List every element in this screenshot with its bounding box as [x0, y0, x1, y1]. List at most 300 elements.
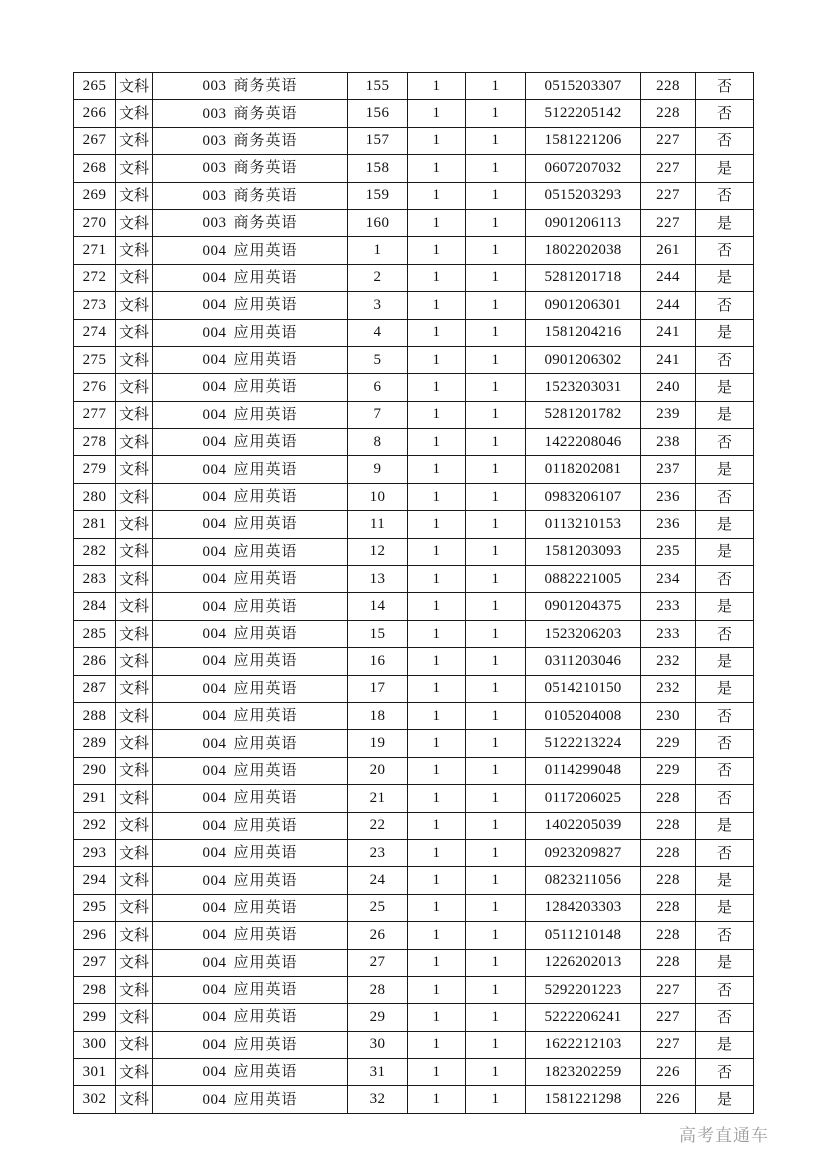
major-name: 应用英语	[233, 897, 298, 916]
cell-major-rank: 159	[348, 182, 408, 209]
cell-value-a: 1	[408, 319, 466, 346]
cell-major	[153, 1059, 348, 1086]
cell-sequence-number: 276	[74, 374, 116, 401]
cell-major	[153, 867, 348, 894]
major-name: 应用英语	[233, 240, 298, 259]
cell-value-a: 1	[408, 593, 466, 620]
table-row	[74, 100, 754, 127]
cell-examinee-id: 0311203046	[526, 648, 641, 675]
cell-value-a: 1	[408, 702, 466, 729]
cell-major-rank: 24	[348, 867, 408, 894]
major-name: 应用英语	[233, 404, 298, 423]
cell-value-a: 1	[408, 73, 466, 100]
cell-value-a: 1	[408, 456, 466, 483]
cell-examinee-id: 5122205142	[526, 100, 641, 127]
cell-major-rank: 17	[348, 675, 408, 702]
cell-adjust-flag: 否	[696, 839, 754, 866]
cell-total-score: 234	[641, 566, 696, 593]
cell-examinee-id: 0515203293	[526, 182, 641, 209]
cell-total-score: 228	[641, 867, 696, 894]
cell-value-a: 1	[408, 566, 466, 593]
cell-adjust-flag: 是	[696, 675, 754, 702]
major-code: 004	[202, 324, 227, 341]
cell-adjust-flag: 是	[696, 155, 754, 182]
table-row	[74, 1086, 754, 1113]
cell-sequence-number: 300	[74, 1031, 116, 1058]
cell-adjust-flag: 是	[696, 511, 754, 538]
cell-adjust-flag: 否	[696, 976, 754, 1003]
cell-subject-category: 文科	[116, 209, 153, 236]
cell-subject-category: 文科	[116, 511, 153, 538]
table-row	[74, 538, 754, 565]
major-code: 004	[202, 1064, 227, 1081]
major-name: 应用英语	[233, 870, 298, 889]
cell-value-a: 1	[408, 1086, 466, 1113]
cell-subject-category: 文科	[116, 812, 153, 839]
major-code: 004	[202, 461, 227, 478]
table-row	[74, 648, 754, 675]
cell-major	[153, 511, 348, 538]
cell-sequence-number: 268	[74, 155, 116, 182]
major-name: 商务英语	[233, 213, 298, 232]
cell-major	[153, 593, 348, 620]
cell-total-score: 227	[641, 209, 696, 236]
cell-examinee-id: 0515203307	[526, 73, 641, 100]
cell-major-rank: 19	[348, 730, 408, 757]
cell-adjust-flag: 否	[696, 620, 754, 647]
table-row	[74, 785, 754, 812]
cell-adjust-flag: 是	[696, 401, 754, 428]
major-name: 应用英语	[233, 843, 298, 862]
cell-value-b: 1	[466, 483, 526, 510]
major-name: 应用英语	[233, 322, 298, 341]
cell-major-rank: 157	[348, 127, 408, 154]
cell-major	[153, 949, 348, 976]
major-code: 003	[202, 132, 227, 149]
cell-total-score: 236	[641, 483, 696, 510]
cell-subject-category: 文科	[116, 538, 153, 565]
cell-examinee-id: 5281201782	[526, 401, 641, 428]
cell-total-score: 244	[641, 292, 696, 319]
table-row	[74, 264, 754, 291]
cell-major	[153, 346, 348, 373]
major-name: 应用英语	[233, 1034, 298, 1053]
cell-major	[153, 702, 348, 729]
cell-total-score: 244	[641, 264, 696, 291]
cell-subject-category: 文科	[116, 73, 153, 100]
table-row	[74, 566, 754, 593]
major-code: 004	[202, 762, 227, 779]
cell-value-a: 1	[408, 949, 466, 976]
major-code: 004	[202, 379, 227, 396]
major-code: 004	[202, 982, 227, 999]
cell-subject-category: 文科	[116, 346, 153, 373]
cell-sequence-number: 299	[74, 1004, 116, 1031]
cell-subject-category: 文科	[116, 839, 153, 866]
cell-subject-category: 文科	[116, 1086, 153, 1113]
cell-major	[153, 922, 348, 949]
cell-adjust-flag: 否	[696, 292, 754, 319]
cell-major	[153, 483, 348, 510]
cell-examinee-id: 1581203093	[526, 538, 641, 565]
cell-adjust-flag: 否	[696, 100, 754, 127]
cell-major	[153, 1086, 348, 1113]
cell-sequence-number: 296	[74, 922, 116, 949]
major-code: 003	[202, 78, 227, 95]
cell-examinee-id: 1802202038	[526, 237, 641, 264]
cell-value-b: 1	[466, 757, 526, 784]
cell-value-b: 1	[466, 209, 526, 236]
cell-major-rank: 155	[348, 73, 408, 100]
cell-adjust-flag: 否	[696, 73, 754, 100]
table-row	[74, 1031, 754, 1058]
cell-examinee-id: 0105204008	[526, 702, 641, 729]
major-code: 004	[202, 1036, 227, 1053]
cell-value-b: 1	[466, 675, 526, 702]
major-name: 应用英语	[233, 267, 298, 286]
cell-total-score: 239	[641, 401, 696, 428]
major-name: 应用英语	[233, 733, 298, 752]
table-row	[74, 456, 754, 483]
table-row	[74, 949, 754, 976]
cell-subject-category: 文科	[116, 785, 153, 812]
cell-major	[153, 620, 348, 647]
major-name: 应用英语	[233, 541, 298, 560]
cell-examinee-id: 1226202013	[526, 949, 641, 976]
table-row	[74, 620, 754, 647]
cell-total-score: 229	[641, 757, 696, 784]
major-name: 应用英语	[233, 651, 298, 670]
cell-adjust-flag: 否	[696, 1059, 754, 1086]
cell-total-score: 228	[641, 922, 696, 949]
cell-total-score: 240	[641, 374, 696, 401]
cell-value-b: 1	[466, 73, 526, 100]
major-code: 004	[202, 927, 227, 944]
cell-sequence-number: 283	[74, 566, 116, 593]
cell-adjust-flag: 是	[696, 456, 754, 483]
major-name: 应用英语	[233, 295, 298, 314]
cell-major	[153, 812, 348, 839]
cell-examinee-id: 0117206025	[526, 785, 641, 812]
major-code: 004	[202, 653, 227, 670]
cell-major	[153, 566, 348, 593]
cell-value-b: 1	[466, 429, 526, 456]
major-code: 004	[202, 297, 227, 314]
cell-value-a: 1	[408, 264, 466, 291]
cell-value-a: 1	[408, 675, 466, 702]
cell-adjust-flag: 否	[696, 429, 754, 456]
cell-sequence-number: 297	[74, 949, 116, 976]
cell-sequence-number: 271	[74, 237, 116, 264]
cell-subject-category: 文科	[116, 730, 153, 757]
cell-major-rank: 27	[348, 949, 408, 976]
cell-major	[153, 538, 348, 565]
cell-major	[153, 264, 348, 291]
cell-sequence-number: 265	[74, 73, 116, 100]
major-code: 004	[202, 735, 227, 752]
cell-subject-category: 文科	[116, 319, 153, 346]
major-name: 应用英语	[233, 1062, 298, 1081]
cell-value-b: 1	[466, 785, 526, 812]
cell-value-b: 1	[466, 511, 526, 538]
cell-value-b: 1	[466, 456, 526, 483]
cell-subject-category: 文科	[116, 429, 153, 456]
cell-examinee-id: 0882221005	[526, 566, 641, 593]
table-row	[74, 127, 754, 154]
cell-sequence-number: 266	[74, 100, 116, 127]
major-code: 004	[202, 708, 227, 725]
major-code: 004	[202, 1009, 227, 1026]
cell-major-rank: 25	[348, 894, 408, 921]
major-code: 003	[202, 215, 227, 232]
cell-adjust-flag: 否	[696, 757, 754, 784]
cell-sequence-number: 293	[74, 839, 116, 866]
cell-adjust-flag: 否	[696, 346, 754, 373]
major-name: 应用英语	[233, 925, 298, 944]
cell-examinee-id: 0514210150	[526, 675, 641, 702]
cell-value-b: 1	[466, 127, 526, 154]
cell-subject-category: 文科	[116, 566, 153, 593]
cell-major-rank: 31	[348, 1059, 408, 1086]
cell-sequence-number: 280	[74, 483, 116, 510]
cell-major	[153, 127, 348, 154]
cell-examinee-id: 1523203031	[526, 374, 641, 401]
cell-examinee-id: 0823211056	[526, 867, 641, 894]
cell-subject-category: 文科	[116, 100, 153, 127]
major-name: 应用英语	[233, 432, 298, 451]
cell-subject-category: 文科	[116, 483, 153, 510]
cell-value-a: 1	[408, 292, 466, 319]
cell-adjust-flag: 否	[696, 702, 754, 729]
major-name: 商务英语	[233, 158, 298, 177]
major-code: 003	[202, 160, 227, 177]
cell-value-a: 1	[408, 237, 466, 264]
cell-major-rank: 5	[348, 346, 408, 373]
cell-total-score: 229	[641, 730, 696, 757]
major-code: 004	[202, 1091, 227, 1108]
major-code: 004	[202, 352, 227, 369]
cell-total-score: 236	[641, 511, 696, 538]
major-name: 应用英语	[233, 1007, 298, 1026]
major-name: 应用英语	[233, 514, 298, 533]
cell-sequence-number: 279	[74, 456, 116, 483]
cell-value-b: 1	[466, 894, 526, 921]
cell-subject-category: 文科	[116, 894, 153, 921]
cell-value-a: 1	[408, 209, 466, 236]
cell-subject-category: 文科	[116, 292, 153, 319]
cell-examinee-id: 1402205039	[526, 812, 641, 839]
major-code: 004	[202, 269, 227, 286]
cell-total-score: 227	[641, 182, 696, 209]
cell-major-rank: 4	[348, 319, 408, 346]
cell-adjust-flag: 否	[696, 785, 754, 812]
major-code: 004	[202, 543, 227, 560]
cell-value-b: 1	[466, 264, 526, 291]
cell-adjust-flag: 是	[696, 319, 754, 346]
cell-major	[153, 319, 348, 346]
cell-total-score: 238	[641, 429, 696, 456]
cell-major-rank: 30	[348, 1031, 408, 1058]
cell-major	[153, 374, 348, 401]
cell-major	[153, 839, 348, 866]
cell-total-score: 235	[641, 538, 696, 565]
cell-value-b: 1	[466, 1086, 526, 1113]
cell-major-rank: 26	[348, 922, 408, 949]
cell-examinee-id: 0511210148	[526, 922, 641, 949]
major-code: 003	[202, 187, 227, 204]
cell-sequence-number: 286	[74, 648, 116, 675]
cell-subject-category: 文科	[116, 675, 153, 702]
table-row	[74, 1059, 754, 1086]
cell-sequence-number: 287	[74, 675, 116, 702]
cell-value-b: 1	[466, 566, 526, 593]
cell-major	[153, 785, 348, 812]
major-name: 应用英语	[233, 624, 298, 642]
cell-examinee-id: 5292201223	[526, 976, 641, 1003]
cell-total-score: 227	[641, 1004, 696, 1031]
cell-value-a: 1	[408, 976, 466, 1003]
cell-adjust-flag: 否	[696, 483, 754, 510]
cell-major	[153, 648, 348, 675]
table-row	[74, 922, 754, 949]
cell-value-a: 1	[408, 155, 466, 182]
cell-major-rank: 21	[348, 785, 408, 812]
cell-sequence-number: 277	[74, 401, 116, 428]
cell-subject-category: 文科	[116, 237, 153, 264]
cell-sequence-number: 282	[74, 538, 116, 565]
cell-subject-category: 文科	[116, 401, 153, 428]
cell-value-a: 1	[408, 182, 466, 209]
cell-total-score: 226	[641, 1059, 696, 1086]
cell-subject-category: 文科	[116, 155, 153, 182]
table-row	[74, 867, 754, 894]
cell-value-b: 1	[466, 593, 526, 620]
cell-value-a: 1	[408, 1059, 466, 1086]
cell-subject-category: 文科	[116, 264, 153, 291]
table-row	[74, 73, 754, 100]
cell-value-b: 1	[466, 620, 526, 647]
table-row	[74, 894, 754, 921]
cell-total-score: 228	[641, 100, 696, 127]
cell-sequence-number: 295	[74, 894, 116, 921]
cell-examinee-id: 1422208046	[526, 429, 641, 456]
cell-examinee-id: 1622212103	[526, 1031, 641, 1058]
cell-examinee-id: 0114299048	[526, 757, 641, 784]
major-code: 004	[202, 817, 227, 834]
major-name: 应用英语	[233, 487, 298, 506]
cell-value-a: 1	[408, 648, 466, 675]
cell-examinee-id: 1523206203	[526, 620, 641, 647]
cell-adjust-flag: 是	[696, 264, 754, 291]
cell-total-score: 232	[641, 648, 696, 675]
table-row	[74, 675, 754, 702]
cell-subject-category: 文科	[116, 182, 153, 209]
table-row	[74, 483, 754, 510]
cell-value-b: 1	[466, 1004, 526, 1031]
cell-value-a: 1	[408, 1031, 466, 1058]
major-name: 应用英语	[233, 706, 298, 725]
cell-examinee-id: 0923209827	[526, 839, 641, 866]
cell-major	[153, 401, 348, 428]
cell-value-a: 1	[408, 127, 466, 154]
cell-major-rank: 8	[348, 429, 408, 456]
cell-total-score: 261	[641, 237, 696, 264]
cell-sequence-number: 292	[74, 812, 116, 839]
major-name: 应用英语	[233, 788, 298, 807]
cell-sequence-number: 294	[74, 867, 116, 894]
cell-total-score: 241	[641, 346, 696, 373]
cell-value-a: 1	[408, 401, 466, 428]
cell-major	[153, 730, 348, 757]
cell-major-rank: 1	[348, 237, 408, 264]
cell-adjust-flag: 是	[696, 209, 754, 236]
cell-adjust-flag: 否	[696, 182, 754, 209]
cell-total-score: 227	[641, 127, 696, 154]
cell-value-b: 1	[466, 182, 526, 209]
cell-major-rank: 23	[348, 839, 408, 866]
cell-adjust-flag: 是	[696, 374, 754, 401]
cell-value-a: 1	[408, 730, 466, 757]
table-row	[74, 976, 754, 1003]
cell-examinee-id: 5122213224	[526, 730, 641, 757]
cell-sequence-number: 274	[74, 319, 116, 346]
cell-value-a: 1	[408, 839, 466, 866]
major-name: 应用英语	[233, 596, 298, 615]
cell-value-b: 1	[466, 812, 526, 839]
cell-major	[153, 894, 348, 921]
cell-value-b: 1	[466, 401, 526, 428]
table-row	[74, 812, 754, 839]
cell-adjust-flag: 是	[696, 1031, 754, 1058]
table-row	[74, 182, 754, 209]
table-row	[74, 702, 754, 729]
cell-value-a: 1	[408, 894, 466, 921]
cell-sequence-number: 284	[74, 593, 116, 620]
table-row	[74, 319, 754, 346]
cell-subject-category: 文科	[116, 1059, 153, 1086]
cell-total-score: 237	[641, 456, 696, 483]
major-code: 004	[202, 434, 227, 451]
cell-adjust-flag: 是	[696, 593, 754, 620]
cell-adjust-flag: 是	[696, 894, 754, 921]
cell-major	[153, 292, 348, 319]
score-table-container	[73, 72, 753, 1114]
cell-major-rank: 22	[348, 812, 408, 839]
cell-major-rank: 160	[348, 209, 408, 236]
cell-sequence-number: 281	[74, 511, 116, 538]
cell-value-b: 1	[466, 155, 526, 182]
cell-total-score: 230	[641, 702, 696, 729]
cell-subject-category: 文科	[116, 1031, 153, 1058]
major-code: 004	[202, 954, 227, 971]
table-row	[74, 730, 754, 757]
cell-major-rank: 158	[348, 155, 408, 182]
major-name: 商务英语	[233, 76, 298, 95]
major-code: 004	[202, 899, 227, 916]
cell-value-b: 1	[466, 730, 526, 757]
cell-value-b: 1	[466, 100, 526, 127]
cell-value-a: 1	[408, 346, 466, 373]
table-row	[74, 374, 754, 401]
cell-adjust-flag: 否	[696, 566, 754, 593]
table-body	[74, 73, 754, 1114]
cell-value-b: 1	[466, 949, 526, 976]
cell-subject-category: 文科	[116, 1004, 153, 1031]
major-name: 应用英语	[233, 377, 298, 396]
cell-major-rank: 32	[348, 1086, 408, 1113]
cell-adjust-flag: 否	[696, 730, 754, 757]
cell-examinee-id: 1284203303	[526, 894, 641, 921]
